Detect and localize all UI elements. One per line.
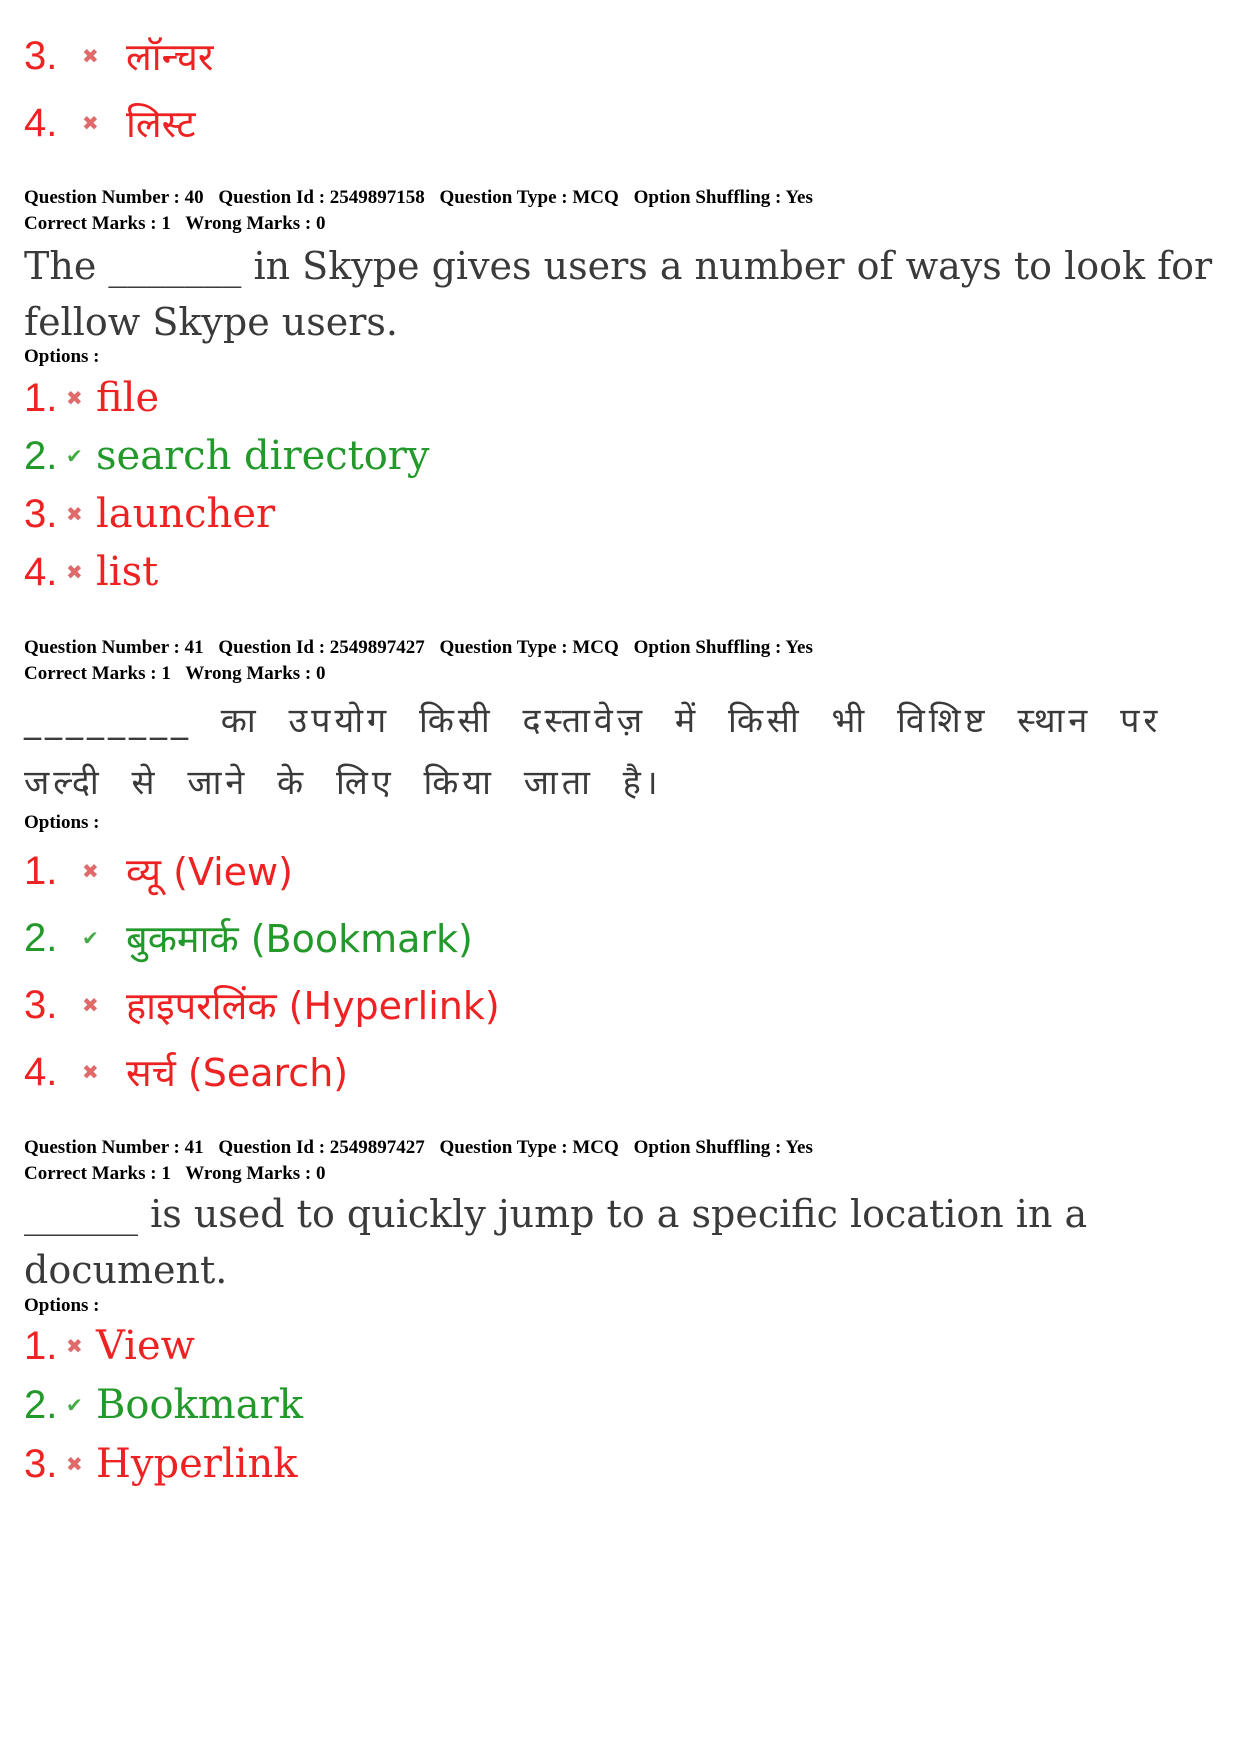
question-id: Question Id : 2549897427 [218,1137,425,1158]
cross-icon: ✖ [66,1453,83,1476]
option-text: View [96,1323,195,1369]
option-shuffling: Option Shuffling : Yes [633,637,813,658]
options-label: Options : [24,812,100,833]
options-label: Options : [24,346,100,367]
wrong-marks: Wrong Marks : 0 [185,663,326,684]
wrong-marks: Wrong Marks : 0 [185,213,326,234]
cross-icon: ✖ [82,994,99,1017]
question-type: Question Type : MCQ [439,637,619,658]
question-meta [24,1135,823,1161]
question-number: Question Number : 41 [24,637,204,658]
option-4 [24,97,196,149]
question-text [24,690,1161,814]
question-meta [24,185,823,211]
question-meta [24,635,823,661]
option-text: launcher [96,491,276,537]
option-2 [24,912,473,964]
correct-marks: Correct Marks : 1 [24,663,171,684]
option-text: file [96,375,160,421]
options-label: Options : [24,1295,100,1316]
option-text: सर्च (Search) [126,1051,349,1095]
question-number: Question Number : 40 [24,187,204,208]
option-number: 4. [24,1049,58,1094]
option-shuffling: Option Shuffling : Yes [633,187,813,208]
question-line: document. [24,1248,228,1292]
question-text [24,238,1212,350]
option-text: list [96,549,159,595]
option-number: 3. [24,1441,58,1486]
correct-marks: Correct Marks : 1 [24,1163,171,1184]
cross-icon: ✖ [66,1335,83,1358]
question-type: Question Type : MCQ [439,1137,619,1158]
question-text [24,1186,1087,1298]
question-line: ________ का उपयोग किसी दस्तावेज़ में किसी भी विशिष्ट स्थान पर [24,701,1162,741]
option-1 [24,1323,195,1369]
option-number: 2. [24,433,58,478]
option-number: 3. [24,982,58,1027]
option-2 [24,1382,303,1428]
option-1 [24,845,293,897]
question-type: Question Type : MCQ [439,187,619,208]
question-line: The _______ in Skype gives users a number of ways to look for [24,244,1213,288]
option-text: लिस्ट [126,102,196,146]
option-text: लॉन्चर [126,35,214,79]
question-line: fellow Skype users. [24,300,398,344]
marks-meta [24,661,335,687]
question-id: Question Id : 2549897158 [218,187,425,208]
option-number: 4. [24,100,58,145]
question-number: Question Number : 41 [24,1137,204,1158]
correct-marks: Correct Marks : 1 [24,213,171,234]
check-icon: ✔ [82,927,99,950]
marks-meta [24,1161,335,1187]
question-id: Question Id : 2549897427 [218,637,425,658]
cross-icon: ✖ [82,45,99,68]
question-line: जल्दी से जाने के लिए किया जाता है। [24,763,662,803]
option-number: 3. [24,33,58,78]
option-text: Bookmark [96,1382,303,1428]
option-shuffling: Option Shuffling : Yes [633,1137,813,1158]
option-2 [24,433,430,479]
option-number: 1. [24,375,58,420]
option-number: 1. [24,848,58,893]
check-icon: ✔ [66,1394,83,1417]
question-line: ______ is used to quickly jump to a specific location in a [24,1192,1088,1236]
option-3 [24,1441,297,1487]
cross-icon: ✖ [82,112,99,135]
option-text: search directory [96,433,430,479]
wrong-marks: Wrong Marks : 0 [185,1163,326,1184]
option-number: 4. [24,549,58,594]
option-3 [24,30,213,82]
cross-icon: ✖ [66,387,83,410]
option-text: हाइपरलिंक (Hyperlink) [126,984,500,1028]
option-text: Hyperlink [96,1441,298,1487]
option-text: व्यू (View) [126,850,293,894]
cross-icon: ✖ [82,1061,99,1084]
option-number: 1. [24,1323,58,1368]
option-text: बुकमार्क (Bookmark) [126,917,473,961]
check-icon: ✔ [66,445,83,468]
option-number: 2. [24,1382,58,1427]
option-3 [24,979,500,1031]
cross-icon: ✖ [82,860,99,883]
marks-meta [24,211,335,237]
option-4 [24,1046,348,1098]
option-4 [24,549,158,595]
option-number: 2. [24,915,58,960]
option-1 [24,375,159,421]
option-number: 3. [24,491,58,536]
option-3 [24,491,275,537]
cross-icon: ✖ [66,503,83,526]
cross-icon: ✖ [66,561,83,584]
